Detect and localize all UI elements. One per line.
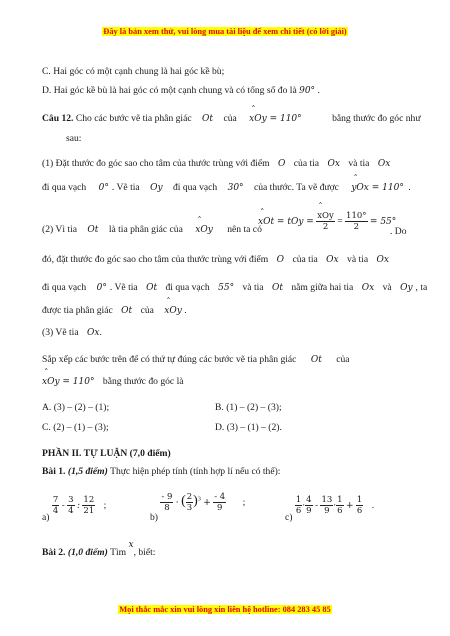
answer-b: B. (1) – (2) – (3); bbox=[215, 402, 282, 413]
step-1-line-1: (1) Đặt thước đo góc sao cho tâm của thước trùng với điểm O của tia Ox và tia Ox bbox=[42, 158, 391, 169]
step-2-line-3: đi qua vạch 0° . Vẽ tia Ot đi qua vạch 55° và tia Ot nằm giữa hai tia Ox và Oy , ta bbox=[42, 282, 428, 293]
step-3: (3) Vẽ tia Ox. bbox=[42, 327, 102, 338]
bai-1a: a) $\frac{7}{4}$ - $\frac{3}{4}$ : $\frac{12}{21}$ ; bbox=[42, 495, 107, 523]
answer-d: D. (3) – (1) – (2). bbox=[215, 422, 282, 433]
header-banner: Đây là bản xem thử, vui lòng mua tài liệu để xem chi tiết (có lời giải) bbox=[103, 27, 347, 36]
bai-1b: b) $\frac{- 9}{8}$ · ( $\frac{2}{3}$ )$^3$ + $\frac{- 4}{9}$ ; bbox=[150, 492, 246, 523]
footer-banner: Mọi thắc mắc xin vui lòng xin liên hệ hotline: 084 283 45 85 bbox=[119, 605, 331, 614]
bai-1: Bài 1. (1,5 điểm) Thực hiện phép tính (tính hợp lí nếu có thể): bbox=[42, 466, 281, 477]
step-2-line-4: được tia phân giác Ot của ˆ xOy . bbox=[42, 305, 187, 316]
arrange-line-1: Sắp xếp các bước trên để có thứ tự đúng các bước vẽ tia phân giác Ot của bbox=[42, 354, 350, 365]
step-2-line-2: đó, đặt thước đo góc sao cho tâm của thước trùng với điểm O của tia Ox và tia Ox bbox=[42, 254, 389, 265]
question-12: Câu 12. Cho các bước vẽ tia phân giác Ot của ˆ xOy = 110° bằng thước đo góc như bbox=[42, 113, 421, 124]
part-2-heading: PHẦN II. TỰ LUẬN (7,0 điểm) bbox=[42, 448, 171, 459]
question-12-cont: sau: bbox=[66, 133, 82, 144]
bai-1c: c) $\frac{1}{6}$ · $\frac{4}{9}$ - $\frac{13}{9}$ · $\frac{1}{6}$ + $\frac{1}{6}$ . bbox=[285, 495, 375, 523]
answer-c: C. (2) – (1) – (3); bbox=[42, 422, 109, 433]
step-1-line-2: đi qua vạch 0° . Vẽ tia Oy đi qua vạch 30° của thước. Ta vẽ được ˆ yOx = 110° . bbox=[42, 182, 411, 193]
step-2-do: . Do bbox=[390, 226, 407, 237]
option-d: D. Hai góc kề bù là hai góc có một cạnh chung và có tổng số đo là 90° . bbox=[42, 85, 320, 96]
answer-a: A. (3) – (2) – (1); bbox=[42, 402, 110, 413]
bai-2: Bài 2. (1,0 điểm) Tìm x, biết: bbox=[42, 540, 156, 558]
step-2-line-1: (2) Vì tia Ot là tia phân giác của ˆ xOy nên ta có bbox=[42, 224, 262, 235]
arrange-line-2: ˆ xOy = 110° bằng thước đo góc là bbox=[42, 376, 184, 387]
step-2-formula: ˆ xOt = tOy = ˆ $\frac{\text{xOy}}{2}$ = $\frac{110^\circ}{2}$ = 55° bbox=[258, 211, 396, 232]
option-c: C. Hai góc có một cạnh chung là hai góc kề bù; bbox=[42, 66, 225, 77]
